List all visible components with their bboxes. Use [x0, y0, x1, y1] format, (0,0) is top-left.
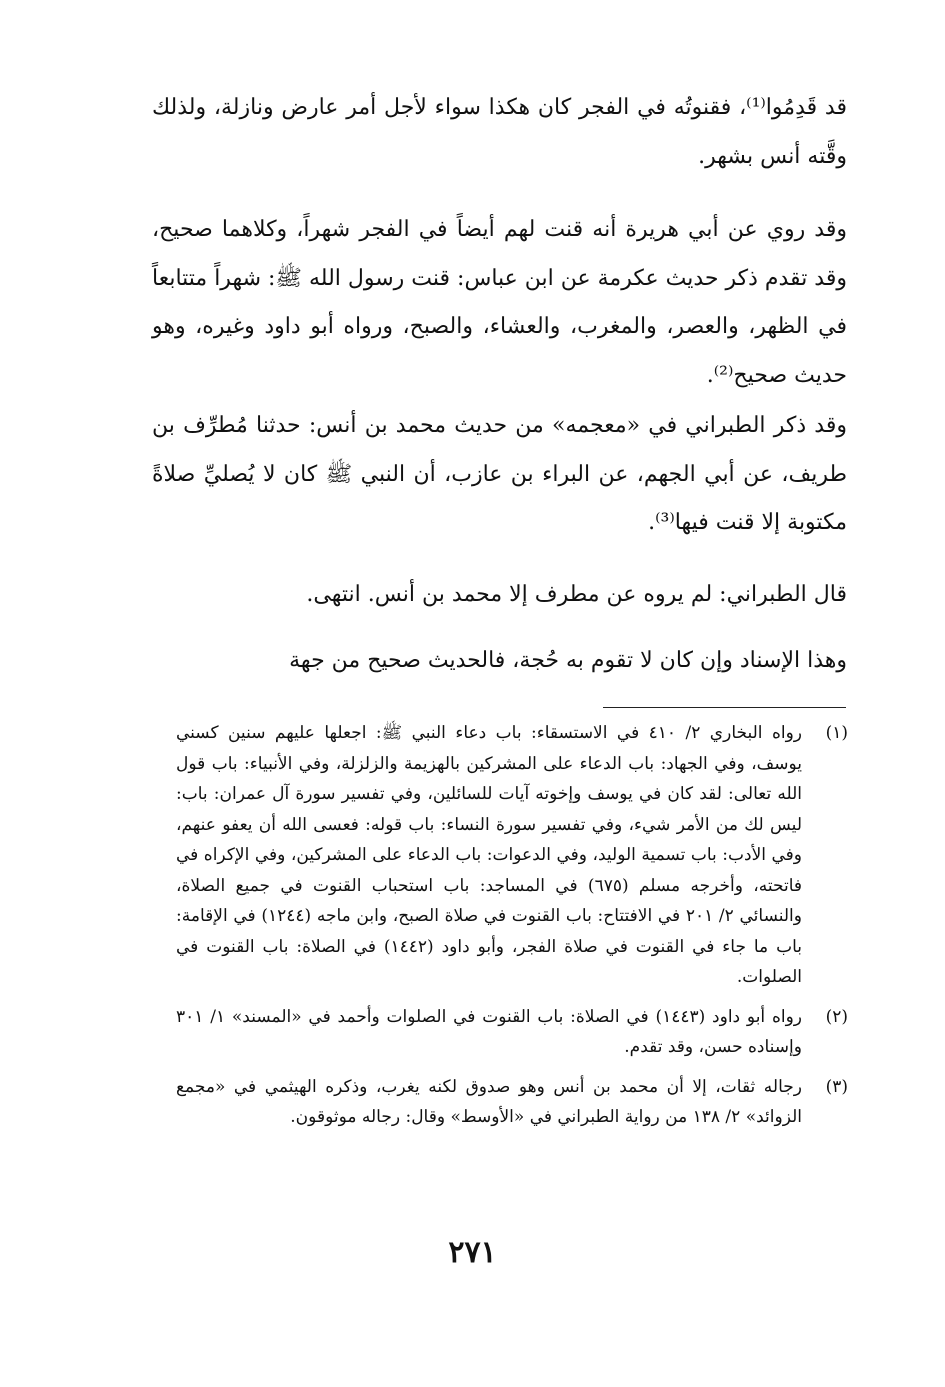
footnote-text: رجاله ثقات، إلا أن محمد بن أنس وهو صدوق لكنه يغرب، وذكره الهيثمي في «مجمع الزوائد» ٢/ ١٣٨ من رواية الطبراني في «الأوسط» وقال: رجاله موثوقون. — [176, 1076, 802, 1127]
footnote-text: رواه أبو داود (١٤٤٣) في الصلاة: باب القنوت في الصلوات وأحمد في «المسند» ١/ ٣٠١ وإسناده حسن، وقد تقدم. — [176, 1006, 802, 1057]
paragraph-5: وهذا الإسناد وإن كان لا تقوم به حُجة، فالحديث صحيح من جهة — [289, 648, 847, 673]
main-text — [152, 84, 847, 181]
paragraph-3: وقد ذكر الطبراني في «معجمه» من حديث محمد بن أنس: حدثنا مُطرِّف بن طريف، عن أبي الجهم، عن البراء بن عازب، أن النبي ﷺ كان لا يُصليِّ صلاةً مكتوبة إلا قنت فيها⁽³⁾. — [152, 413, 847, 535]
main-text-5 — [152, 637, 847, 686]
footnote-text: رواه البخاري ٢/ ٤١٠ في الاستسقاء: باب دعاء النبي ﷺ: اجعلها عليهم سنين كسني يوسف، وفي الجهاد: باب الدعاء على المشركين بالهزيمة والزلزلة، وفي الأنبياء: باب قول الله تعالى: لقد كان في يوسف وإخوته آيات للسائلين، وفي تفسير سورة آل عمران: باب: ليس لك من الأمر شيء، وفي تفسير سورة النساء: باب قوله: فعسى الله أن يعفو عنهم، وفي الأدب: باب تسمية الوليد، وفي الدعوات: باب الدعاء على المشركين، وفي الإكراه في فاتحته، وأخرجه مسلم (٦٧٥) في المساجد: باب استحباب القنوت في جميع الصلاة، والنسائي ٢/ ٢٠١ في الافتتاح: باب القنوت في صلاة الصبح، وابن ماجه (١٢٤٤) في الإقامة: باب ما جاء في القنوت في صلاة الفجر، وأبو داود (١٤٤٢) في الصلاة: باب القنوت في الصلوات. — [176, 723, 803, 987]
footnote-number: (١) — [825, 723, 848, 743]
footnote-divider — [603, 707, 846, 708]
footnote-2 — [176, 1002, 848, 1063]
main-text-4 — [152, 571, 847, 620]
footnote-1 — [176, 718, 848, 993]
paragraph-1: قد قَدِمُوا⁽¹⁾، فقنوتُه في الفجر كان هكذا سواء لأجل أمر عارض ونازلة، ولذلك وقَّته أنس بشهر. — [152, 95, 847, 169]
main-text-3 — [152, 402, 847, 548]
footnote-number: (٣) — [825, 1076, 848, 1097]
footnote-3 — [176, 1072, 848, 1133]
footnote-number: (٢) — [825, 1006, 848, 1027]
footnotes — [176, 718, 848, 1133]
page-number: ٢٧١ — [448, 1235, 497, 1270]
paragraph-4: قال الطبراني: لم يروه عن مطرف إلا محمد بن أنس. انتهى. — [306, 582, 847, 607]
paragraph-2: وقد روي عن أبي هريرة أنه قنت لهم أيضاً في الفجر شهراً، وكلاهما صحيح، وقد تقدم ذكر حديث عكرمة عن ابن عباس: قنت رسول الله ﷺ: شهراً متتابعاً في الظهر، والعصر، والمغرب، والعشاء، والصبح، ورواه أبو داود وغيره، وهو حديث صحيح⁽²⁾. — [152, 217, 847, 388]
main-text-2 — [152, 206, 847, 400]
